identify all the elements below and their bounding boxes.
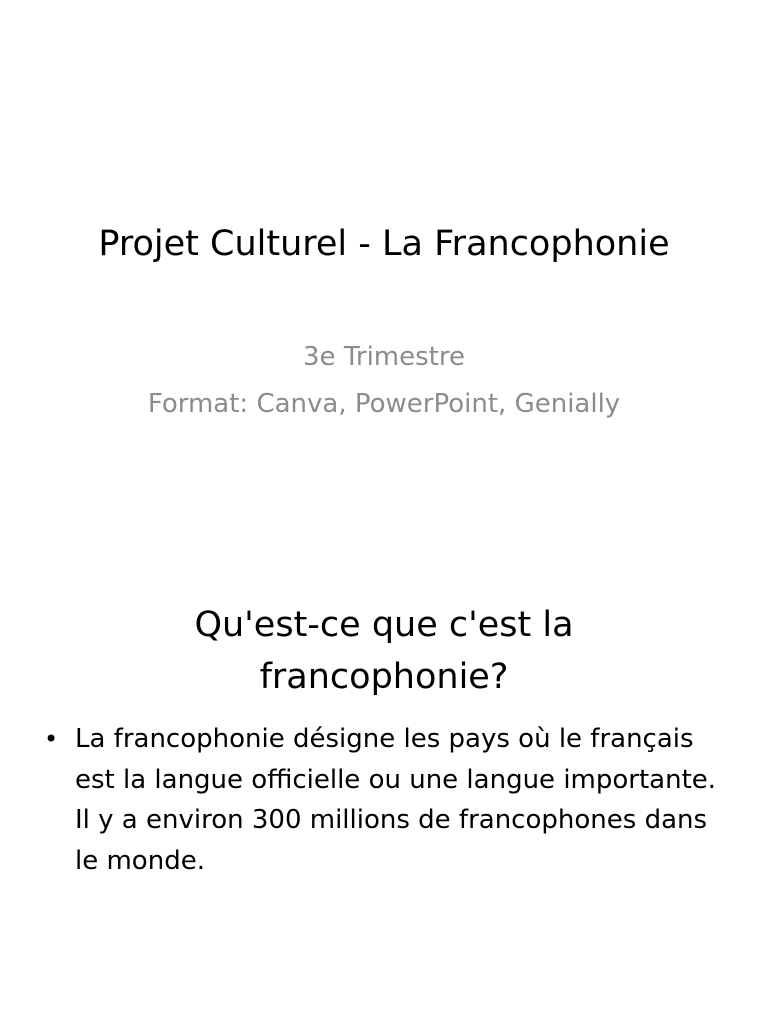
bullet-text: La francophonie désigne les pays où le français est la langue officielle ou une langue importante. Il y a environ 300 millions de francophones dans le monde.	[75, 724, 717, 876]
subtitle-line-term: 3e Trimestre	[303, 342, 465, 372]
bullet-item	[44, 719, 734, 881]
slide-subtitle	[0, 334, 768, 428]
slide-title-heading: Projet Culturel - La Francophonie	[98, 224, 670, 264]
slide-definition-heading: Qu'est-ce que c'est la francophonie?	[194, 605, 574, 697]
bullet-dot-icon: •	[44, 725, 59, 753]
bullet-list	[44, 719, 734, 881]
slide-definition	[0, 512, 768, 1024]
subtitle-line-format: Format: Canva, PowerPoint, Genially	[147, 389, 621, 419]
